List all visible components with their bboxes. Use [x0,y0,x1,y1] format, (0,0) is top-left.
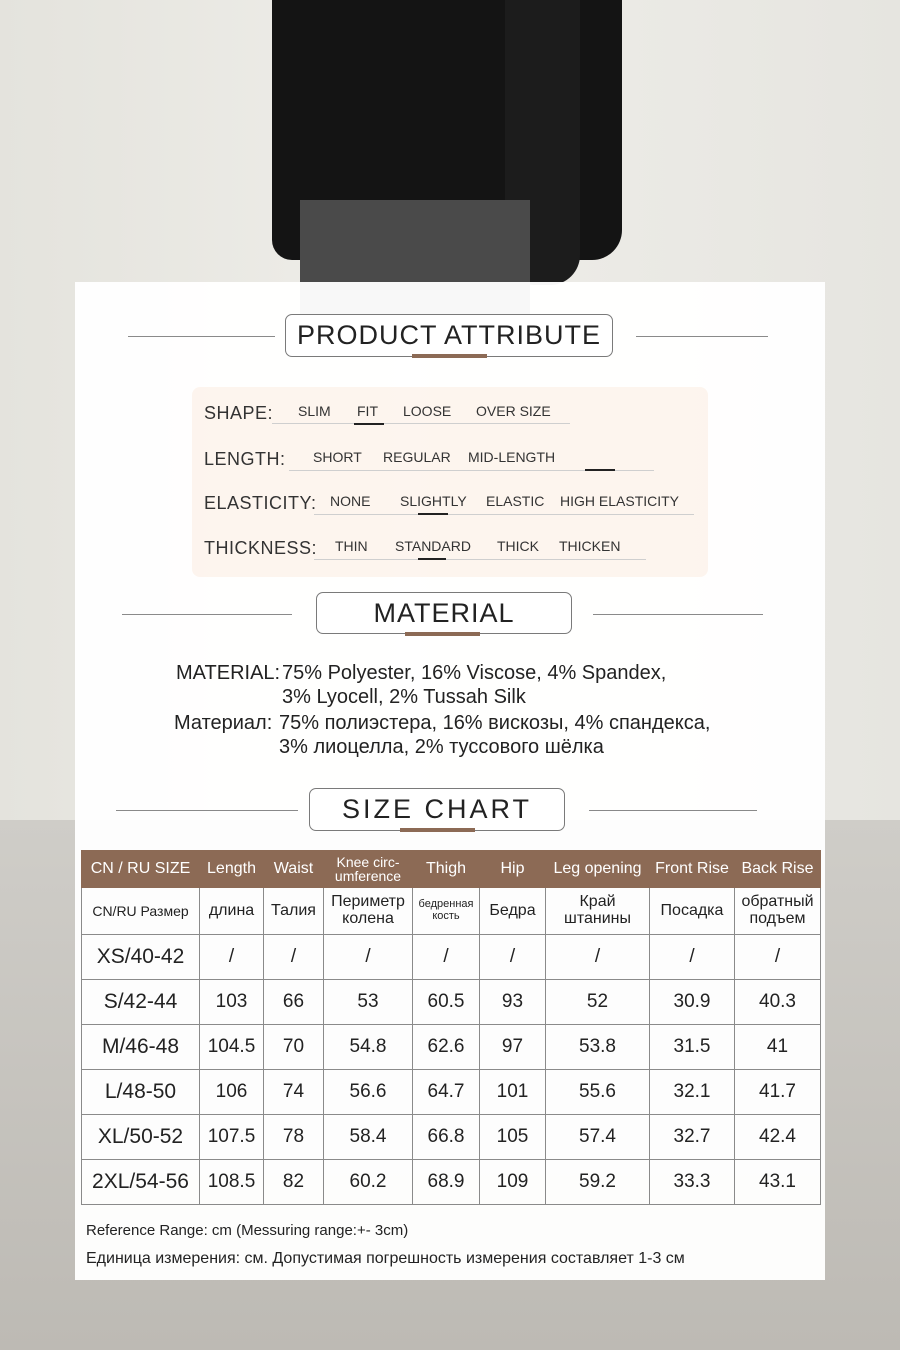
attribute-option: OVER SIZE [476,403,551,419]
attribute-label: ELASTICITY: [204,493,317,513]
value-cell: 104.5 [200,1025,264,1070]
value-cell: 42.4 [735,1115,821,1160]
attribute-label: THICKNESS: [204,538,318,558]
value-cell: 41 [735,1025,821,1070]
material-text-ru-2: 3% лиоцелла, 2% туссового шёлка [279,736,604,758]
material-text-en-1: 75% Polyester, 16% Viscose, 4% Spandex, [282,662,667,684]
value-cell: 64.7 [413,1070,480,1115]
header-cell-ru: CN/RU Размер [82,888,200,935]
attribute-option: THICKEN [559,538,621,554]
value-cell: 58.4 [324,1115,413,1160]
table-row [82,1070,821,1115]
selected-marker [418,513,448,515]
attribute-option: MID-LENGTH [468,449,556,465]
attribute-row-thickness [192,535,708,565]
value-cell: / [264,935,324,980]
table-row [82,935,821,980]
value-cell: 32.7 [650,1115,735,1160]
value-cell: 53 [324,980,413,1025]
header-cell: Knee circ- umference [324,851,413,888]
value-cell: 60.2 [324,1160,413,1205]
value-cell: 40.3 [735,980,821,1025]
value-cell: / [413,935,480,980]
info-card [75,282,825,1280]
selected-marker [354,423,384,425]
attribute-panel [192,387,708,577]
value-cell: 66.8 [413,1115,480,1160]
attribute-row-length [192,446,708,476]
value-cell: 93 [480,980,546,1025]
value-cell: 70 [264,1025,324,1070]
header-cell: Thigh [413,851,480,888]
attribute-underline [314,559,646,560]
attribute-underline [314,514,694,515]
divider-right [593,614,763,615]
product-attribute-heading [75,314,825,358]
value-cell: 32.1 [650,1070,735,1115]
value-cell: 60.5 [413,980,480,1025]
value-cell: 52 [546,980,650,1025]
header-cell: CN / RU SIZE [82,851,200,888]
value-cell: 31.5 [650,1025,735,1070]
size-cell: L/48-50 [82,1070,200,1115]
value-cell: 54.8 [324,1025,413,1070]
size-cell: S/42-44 [82,980,200,1025]
size-cell: M/46-48 [82,1025,200,1070]
value-cell: 74 [264,1070,324,1115]
header-cell-ru: Посадка [650,888,735,935]
value-cell: 43.1 [735,1160,821,1205]
reference-note-en: Reference Range: cm (Messuring range:+- 3cm) [86,1222,409,1239]
material-heading [75,592,825,636]
attribute-label: SHAPE: [204,403,274,423]
divider-right [589,810,757,811]
value-cell: 33.3 [650,1160,735,1205]
product-attribute-title: PRODUCT ATTRIBUTE [285,314,613,357]
header-cell-ru: бедренная кость [413,888,480,935]
attribute-option: SLIGHTLY [400,493,467,509]
header-cell-ru: обратный подъем [735,888,821,935]
attribute-option: THIN [335,538,368,554]
attribute-option: SLIM [298,403,331,419]
material-label-ru: Материал: [174,712,273,734]
value-cell: 55.6 [546,1070,650,1115]
size-cell: XL/50-52 [82,1115,200,1160]
header-cell-ru: длина [200,888,264,935]
value-cell: 103 [200,980,264,1025]
attribute-row-shape [192,401,708,431]
table-row [82,1025,821,1070]
attribute-option: LOOSE [403,403,452,419]
attribute-option: SHORT [313,449,362,465]
heading-accent-bar [412,354,487,358]
value-cell: 66 [264,980,324,1025]
value-cell: 82 [264,1160,324,1205]
divider-left [116,810,298,811]
value-cell: 41.7 [735,1070,821,1115]
value-cell: 53.8 [546,1025,650,1070]
value-cell: 68.9 [413,1160,480,1205]
header-cell-ru: Периметр колена [324,888,413,935]
value-cell: / [735,935,821,980]
value-cell: 109 [480,1160,546,1205]
material-text-en-2: 3% Lyocell, 2% Tussah Silk [282,686,526,708]
table-row [82,1115,821,1160]
attribute-row-elasticity [192,490,708,520]
value-cell: 107.5 [200,1115,264,1160]
value-cell: 106 [200,1070,264,1115]
selected-marker [585,469,615,471]
table-row [82,1160,821,1205]
header-cell-ru: Бедра [480,888,546,935]
attribute-underline [272,423,570,424]
table-row [82,980,821,1025]
value-cell: 108.5 [200,1160,264,1205]
header-cell-ru: Талия [264,888,324,935]
heading-accent-bar [405,632,480,636]
size-chart-heading [75,788,825,832]
header-cell-ru: Край штанины [546,888,650,935]
attribute-option: FIT [357,403,378,419]
value-cell: 62.6 [413,1025,480,1070]
attribute-option: ELASTIC [486,493,545,509]
attribute-label: LENGTH: [204,449,286,469]
divider-right [636,336,768,337]
value-cell: / [480,935,546,980]
table-header-ru [82,888,821,935]
attribute-option: NONE [330,493,371,509]
value-cell: 57.4 [546,1115,650,1160]
value-cell: 78 [264,1115,324,1160]
size-chart-table [81,850,821,1205]
attribute-option: REGULAR [383,449,451,465]
value-cell: 56.6 [324,1070,413,1115]
divider-left [128,336,275,337]
material-description [75,662,825,762]
reference-note-ru: Единица измерения: см. Допустимая погрешность измерения составляет 1-3 см [86,1250,685,1267]
header-cell: Waist [264,851,324,888]
attribute-option: HIGH ELASTICITY [560,493,680,509]
size-cell: XS/40-42 [82,935,200,980]
attribute-option: STANDARD [395,538,471,554]
value-cell: 97 [480,1025,546,1070]
table-body [82,935,821,1205]
heading-accent-bar [400,828,475,832]
value-cell: 30.9 [650,980,735,1025]
value-cell: 59.2 [546,1160,650,1205]
material-text-ru-1: 75% полиэстера, 16% вискозы, 4% спандекса, [279,712,711,734]
table-header-en [82,851,821,888]
size-cell: 2XL/54-56 [82,1160,200,1205]
value-cell: / [650,935,735,980]
size-chart-title: SIZE CHART [309,788,565,831]
header-cell: Hip [480,851,546,888]
selected-marker [418,558,446,560]
value-cell: / [324,935,413,980]
header-cell: Front Rise [650,851,735,888]
divider-left [122,614,292,615]
attribute-option: THICK [497,538,539,554]
value-cell: / [200,935,264,980]
value-cell: / [546,935,650,980]
header-cell: Length [200,851,264,888]
material-title: MATERIAL [316,592,572,634]
material-label-en: MATERIAL: [176,662,281,684]
header-cell: Leg opening [546,851,650,888]
value-cell: 105 [480,1115,546,1160]
value-cell: 101 [480,1070,546,1115]
header-cell: Back Rise [735,851,821,888]
